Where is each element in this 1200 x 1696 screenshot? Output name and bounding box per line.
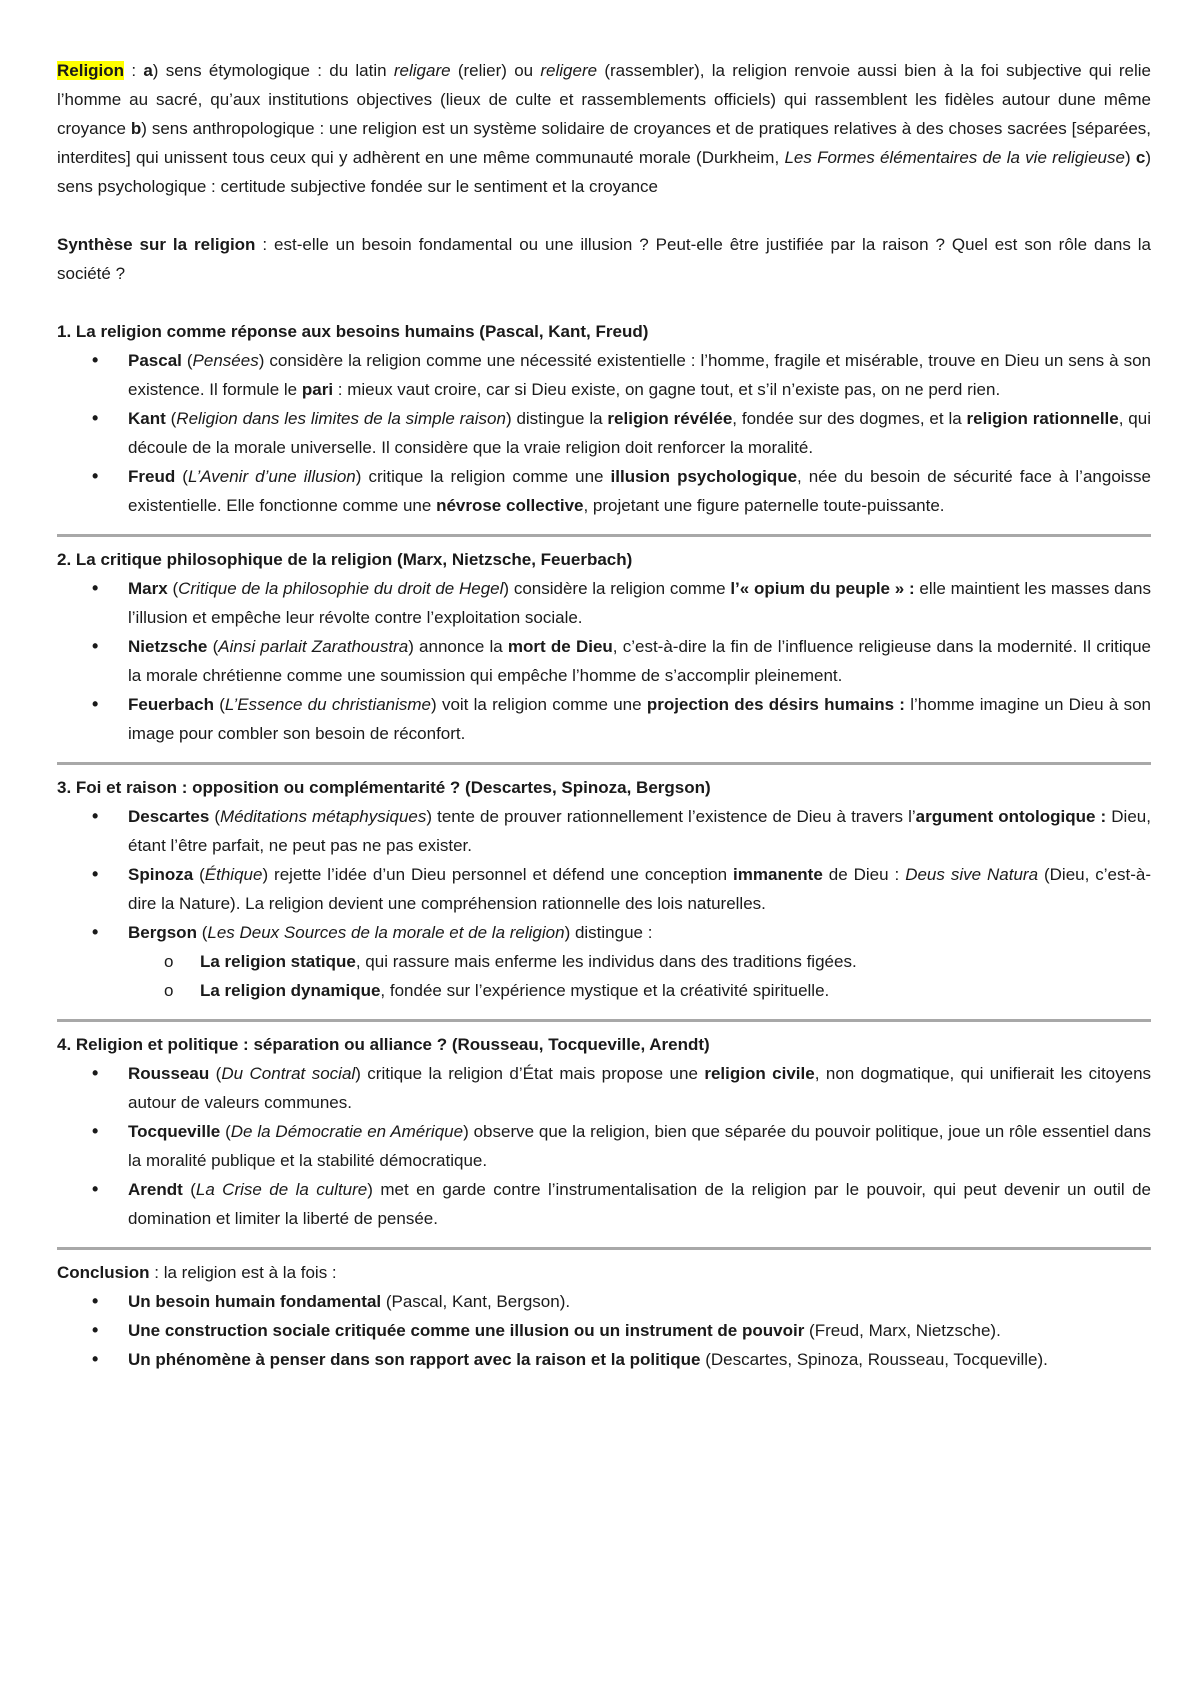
list-item: • Nietzsche (Ainsi parlait Zarathoustra) annonce la mort de Dieu, c’est-à-dire la fin de l’influence religieuse dans la modernité. Il critique la morale chrétienne comme une soumission qui empêche l’homme de s’accomplir pleinement. bbox=[128, 632, 1151, 690]
section-divider bbox=[57, 534, 1151, 537]
section-divider bbox=[57, 1019, 1151, 1022]
section-2-list bbox=[57, 574, 1151, 748]
section-3-list bbox=[57, 802, 1151, 1005]
section-divider bbox=[57, 1247, 1151, 1250]
list-item: • Une construction sociale critiquée comme une illusion ou un instrument de pouvoir (Freud, Marx, Nietzsche). bbox=[128, 1316, 1151, 1345]
sub-list-item: o La religion statique, qui rassure mais enferme les individus dans des traditions figées. bbox=[200, 947, 1151, 976]
section-4-list bbox=[57, 1059, 1151, 1233]
section-1-list bbox=[57, 346, 1151, 520]
sub-list bbox=[128, 947, 1151, 1005]
intro-paragraph: Religion : a) sens étymologique : du latin religare (relier) ou religere (rassembler), la religion renvoie aussi bien à la foi subjective qui relie l’homme au sacré, qu’aux institutions objectives (lieux de culte et rassemblements officiels) qui rassemblent les fidèles autour dune même croyance b) sens anthropologique : une religion est un système solidaire de croyances et de pratiques relatives à des choses sacrées [séparées, interdites] qui unissent tous ceux qui y adhèrent en une même communauté morale (Durkheim, Les Formes élémentaires de la vie religieuse) c) sens psychologique : certitude subjective fondée sur le sentiment et la croyance bbox=[57, 61, 1152, 196]
list-item: • Tocqueville (De la Démocratie en Amérique) observe que la religion, bien que séparée du pouvoir politique, joue un rôle essentiel dans la moralité publique et la stabilité démocratique. bbox=[128, 1117, 1151, 1175]
highlighted-term: Religion bbox=[57, 61, 125, 80]
conclusion-list bbox=[57, 1287, 1151, 1374]
list-item: • Freud (L’Avenir d’une illusion) critique la religion comme une illusion psychologique, née du besoin de sécurité face à l’angoisse existentielle. Elle fonctionne comme une névrose collective, projetant une figure paternelle toute-puissante. bbox=[128, 462, 1151, 520]
synthese-paragraph: Synthèse sur la religion : est-elle un besoin fondamental ou une illusion ? Peut-elle être justifiée par la raison ? Quel est son rôle dans la société ? bbox=[57, 235, 1152, 283]
section-1-title: 1. La religion comme réponse aux besoins humains (Pascal, Kant, Freud) bbox=[57, 322, 649, 341]
list-item: • Marx (Critique de la philosophie du droit de Hegel) considère la religion comme l’« opium du peuple » : elle maintient les masses dans l’illusion et empêche leur révolte contre l’exploitation sociale. bbox=[128, 574, 1151, 632]
list-item: • Feuerbach (L’Essence du christianisme) voit la religion comme une projection des désirs humains : l’homme imagine un Dieu à son image pour combler son besoin de réconfort. bbox=[128, 690, 1151, 748]
list-item: • Bergson (Les Deux Sources de la morale et de la religion) distingue : o La religion statique, qui rassure mais enferme les individus dans des traditions figées. o La religion dynamique, fondée sur l’expérience mystique et la créativité spirituelle. bbox=[128, 918, 1151, 1005]
section-divider bbox=[57, 762, 1151, 765]
list-item: • Kant (Religion dans les limites de la simple raison) distingue la religion révélée, fondée sur des dogmes, et la religion rationnelle, qui découle de la morale universelle. Il considère que la vraie religion doit renforcer la moralité. bbox=[128, 404, 1151, 462]
section-4-title: 4. Religion et politique : séparation ou alliance ? (Rousseau, Tocqueville, Arendt) bbox=[57, 1035, 710, 1054]
list-item: • Descartes (Méditations métaphysiques) tente de prouver rationnellement l’existence de Dieu à travers l’argument ontologique : Dieu, étant l’être parfait, ne peut pas ne pas exister. bbox=[128, 802, 1151, 860]
list-item: • Spinoza (Éthique) rejette l’idée d’un Dieu personnel et défend une conception immanente de Dieu : Deus sive Natura (Dieu, c’est-à-dire la Nature). La religion devient une compréhension rationnelle des lois naturelles. bbox=[128, 860, 1151, 918]
list-item: • Arendt (La Crise de la culture) met en garde contre l’instrumentalisation de la religion par le pouvoir, qui peut devenir un outil de domination et limiter la liberté de pensée. bbox=[128, 1175, 1151, 1233]
list-item: • Rousseau (Du Contrat social) critique la religion d’État mais propose une religion civile, non dogmatique, qui unifierait les citoyens autour de valeurs communes. bbox=[128, 1059, 1151, 1117]
list-item: • Un phénomène à penser dans son rapport avec la raison et la politique (Descartes, Spinoza, Rousseau, Tocqueville). bbox=[128, 1345, 1151, 1374]
section-2-title: 2. La critique philosophique de la religion (Marx, Nietzsche, Feuerbach) bbox=[57, 550, 633, 569]
list-item: • Pascal (Pensées) considère la religion comme une nécessité existentielle : l’homme, fragile et misérable, trouve en Dieu un sens à son existence. Il formule le pari : mieux vaut croire, car si Dieu existe, on gagne tout, et s’il n’existe pas, on ne perd rien. bbox=[128, 346, 1151, 404]
section-3-title: 3. Foi et raison : opposition ou complémentarité ? (Descartes, Spinoza, Bergson) bbox=[57, 778, 711, 797]
conclusion-intro: Conclusion : la religion est à la fois : bbox=[57, 1263, 337, 1282]
list-item: • Un besoin humain fondamental (Pascal, Kant, Bergson). bbox=[128, 1287, 1151, 1316]
sub-list-item: o La religion dynamique, fondée sur l’expérience mystique et la créativité spirituelle. bbox=[200, 976, 1151, 1005]
